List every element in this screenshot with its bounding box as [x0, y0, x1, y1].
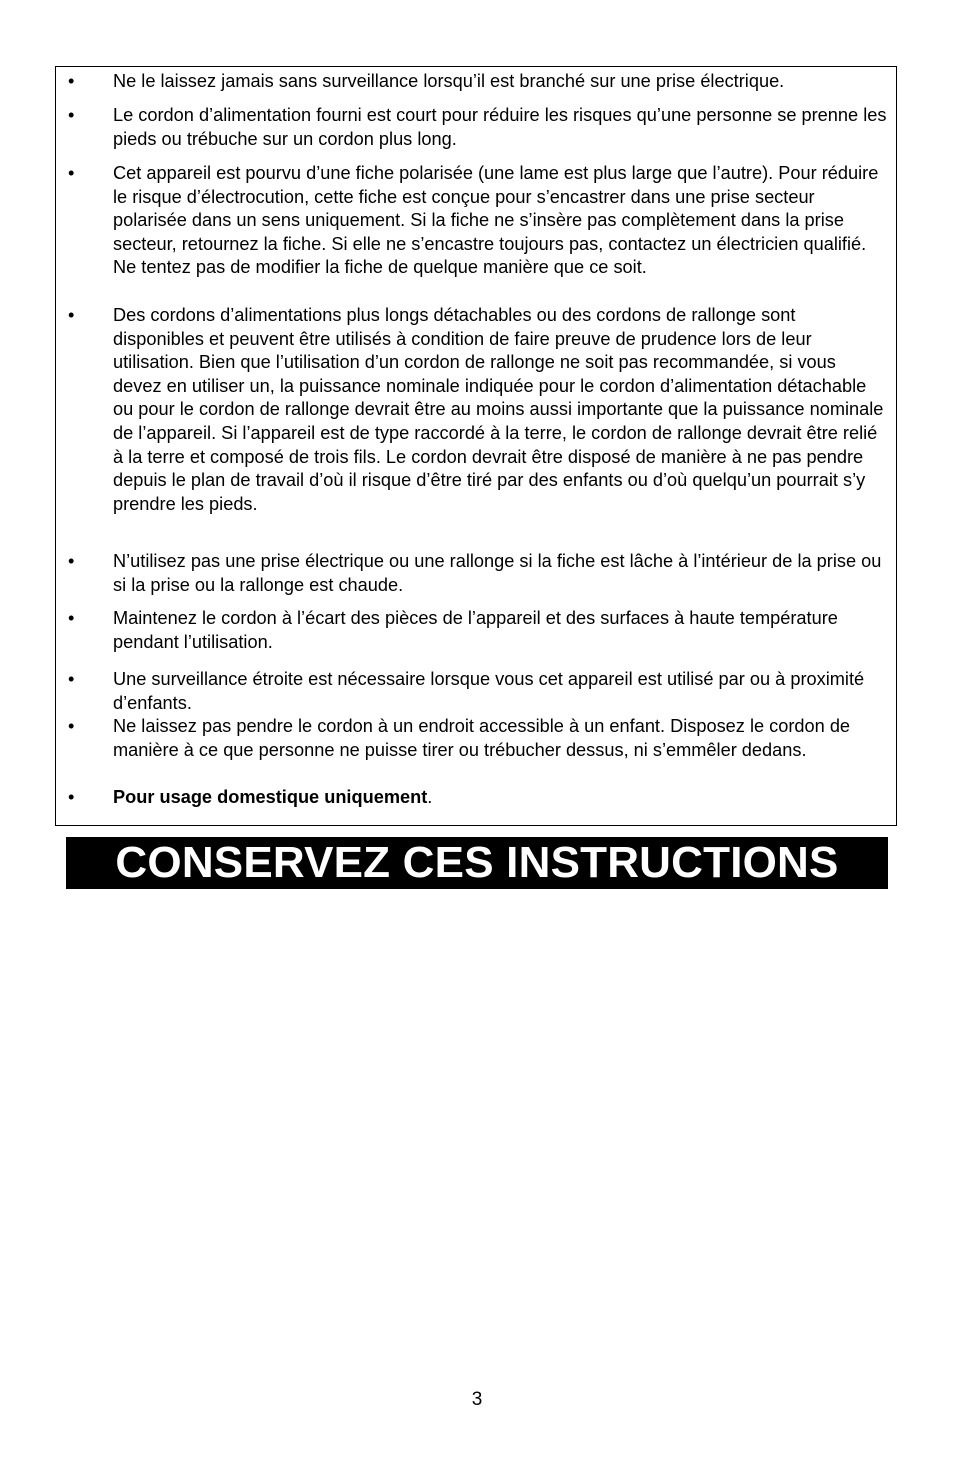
bullet: • [68, 787, 75, 807]
bullet: • [68, 716, 75, 736]
list-item-text: N’utilisez pas une prise électrique ou une rallonge si la fiche est lâche à l’intérieur de la prise ou si la prise ou la rallonge est chaude. [113, 551, 882, 595]
bullet: • [68, 551, 75, 571]
list-item-text: Cet appareil est pourvu d’une fiche polarisée (une lame est plus large que l’autre). Pour réduire le risque d’électrocution, cette fiche est conçue pour s’encastrer dans une prise secteur polarisée dans un sens uniquement. Si la fiche ne s’insère pas complètement dans la prise secteur, retournez la fiche. Si elle ne s’encastre toujours pas, contactez un électricien qualifié. Ne tentez pas de modifier la fiche de quelque manière que ce soit. [113, 163, 879, 278]
bullet: • [68, 163, 75, 183]
list-item-text: Ne laissez pas pendre le cordon à un endroit accessible à un enfant. Disposez le cordon de manière à ce que personne ne puisse tirer ou trébucher dessus, ni s’emmêler dedans. [113, 716, 851, 760]
list-item-text: Maintenez le cordon à l’écart des pièces de l’appareil et des surfaces à haute température pendant l’utilisation. [113, 608, 838, 652]
bullet: • [68, 105, 75, 125]
page-number: 3 [471, 1389, 483, 1410]
domestic-use-period: . [427, 787, 433, 807]
bullet: • [68, 669, 75, 689]
list-item-text: Le cordon d’alimentation fourni est court pour réduire les risques qu’une personne se prenne les pieds ou trébuche sur un cordon plus long. [113, 105, 887, 149]
list-item-text: Ne le laissez jamais sans surveillance lorsqu’il est branché sur une prise électrique. [113, 71, 785, 91]
list-item-text: Une surveillance étroite est nécessaire lorsque vous cet appareil est utilisé par ou à proximité d’enfants. [113, 669, 865, 713]
list-item-text: Des cordons d’alimentations plus longs détachables ou des cordons de rallonge sont disponibles et peuvent être utilisés à condition de faire preuve de prudence lors de leur utilisation. Bien que l’utilisation d’un cordon de rallonge ne soit pas recommandée, si vous devez en utiliser un, la puissance nominale indiquée pour le cordon d’alimentation détachable ou pour le cordon de rallonge devrait être au moins aussi importante que la puissance nominale de l’appareil. Si l’appareil est de type raccordé à la terre, le cordon de rallonge devrait être relié à la terre et composé de trois fils. Le cordon devrait être disposé de manière à ne pas pendre depuis le plan de travail d’où il risque d’être tiré par des enfants ou d’où quelqu’un pourrait s’y prendre les pieds. [113, 305, 884, 514]
domestic-use-bold-text: Pour usage domestique uniquement [113, 787, 428, 807]
safety-instructions-box [55, 66, 897, 826]
bullet: • [68, 608, 75, 628]
list-item-text [113, 786, 888, 810]
bullet: • [68, 71, 75, 91]
bullet: • [68, 305, 75, 325]
save-instructions-banner: CONSERVEZ CES INSTRUCTIONS [66, 837, 888, 889]
